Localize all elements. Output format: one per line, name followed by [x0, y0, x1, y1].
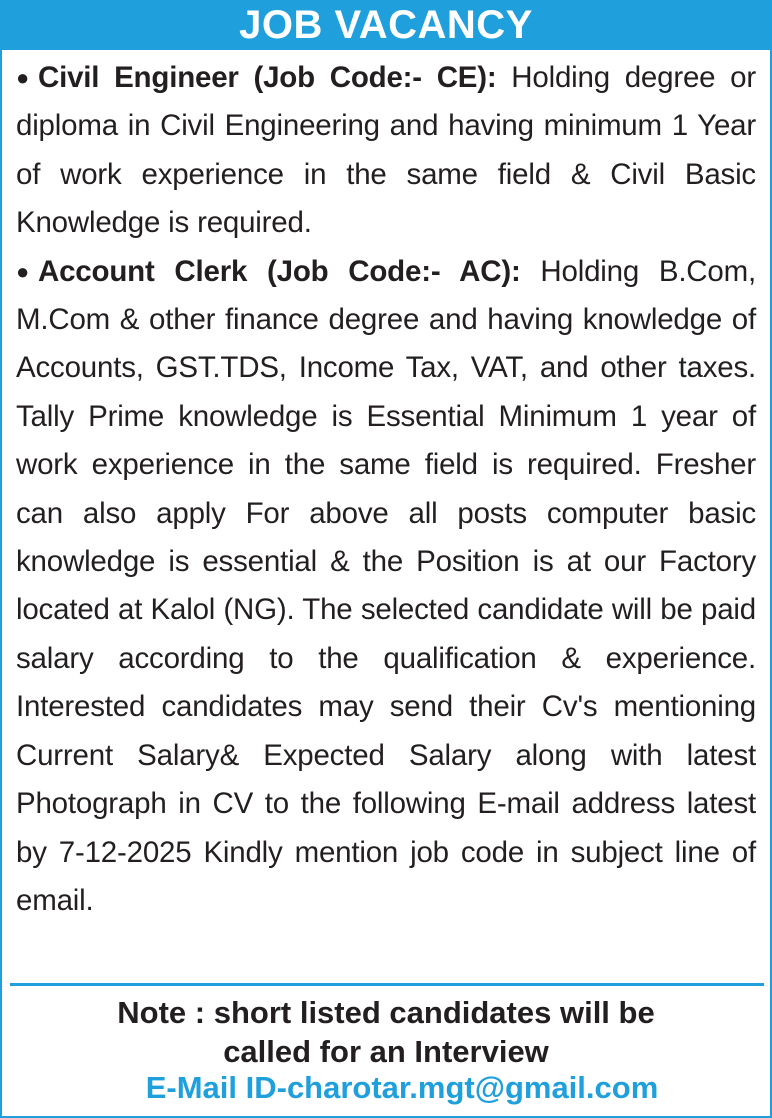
position-civil-engineer	[16, 54, 756, 248]
note-line-1: Note : short listed candidates will be	[117, 995, 655, 1030]
bullet-icon: ●	[16, 258, 30, 284]
footer-note	[2, 993, 770, 1071]
position-account-clerk	[16, 248, 756, 926]
position-description: Holding degree or diploma in Civil Engineering and having minimum 1 Year of work experience in the same field & Civil Basic Knowledge is required.	[16, 61, 756, 240]
position-title: Civil Engineer (Job Code:- CE):	[38, 61, 497, 94]
note-line-2: called for an Interview	[223, 1034, 549, 1069]
position-title: Account Clerk (Job Code:- AC):	[38, 254, 521, 288]
contact-email: E-Mail ID-charotar.mgt@gmail.com	[145, 1070, 659, 1105]
bullet-icon: ●	[16, 65, 30, 90]
vacancy-details	[16, 54, 756, 925]
divider	[10, 983, 764, 986]
position-description: Holding B.Com, M.Com & other finance degree and having knowledge of Accounts, GST.TDS, Income Tax, VAT, and other taxes. Tally Prime knowledge is Essential Minimum 1 year of work experience in the same field is required. Fresher can also apply For above all posts computer basic knowledge is essential & the Position is at our Factory located at Kalol (NG). The selected candidate will be paid salary according to the qualification & experience. Interested candidates may send their Cv's mentioning Current Salary& Expected Salary along with latest Photograph in CV to the following E-mail address latest by 7-12-2025 Kindly mention job code in subject line of email.	[16, 254, 756, 917]
page-title: JOB VACANCY	[2, 0, 770, 50]
